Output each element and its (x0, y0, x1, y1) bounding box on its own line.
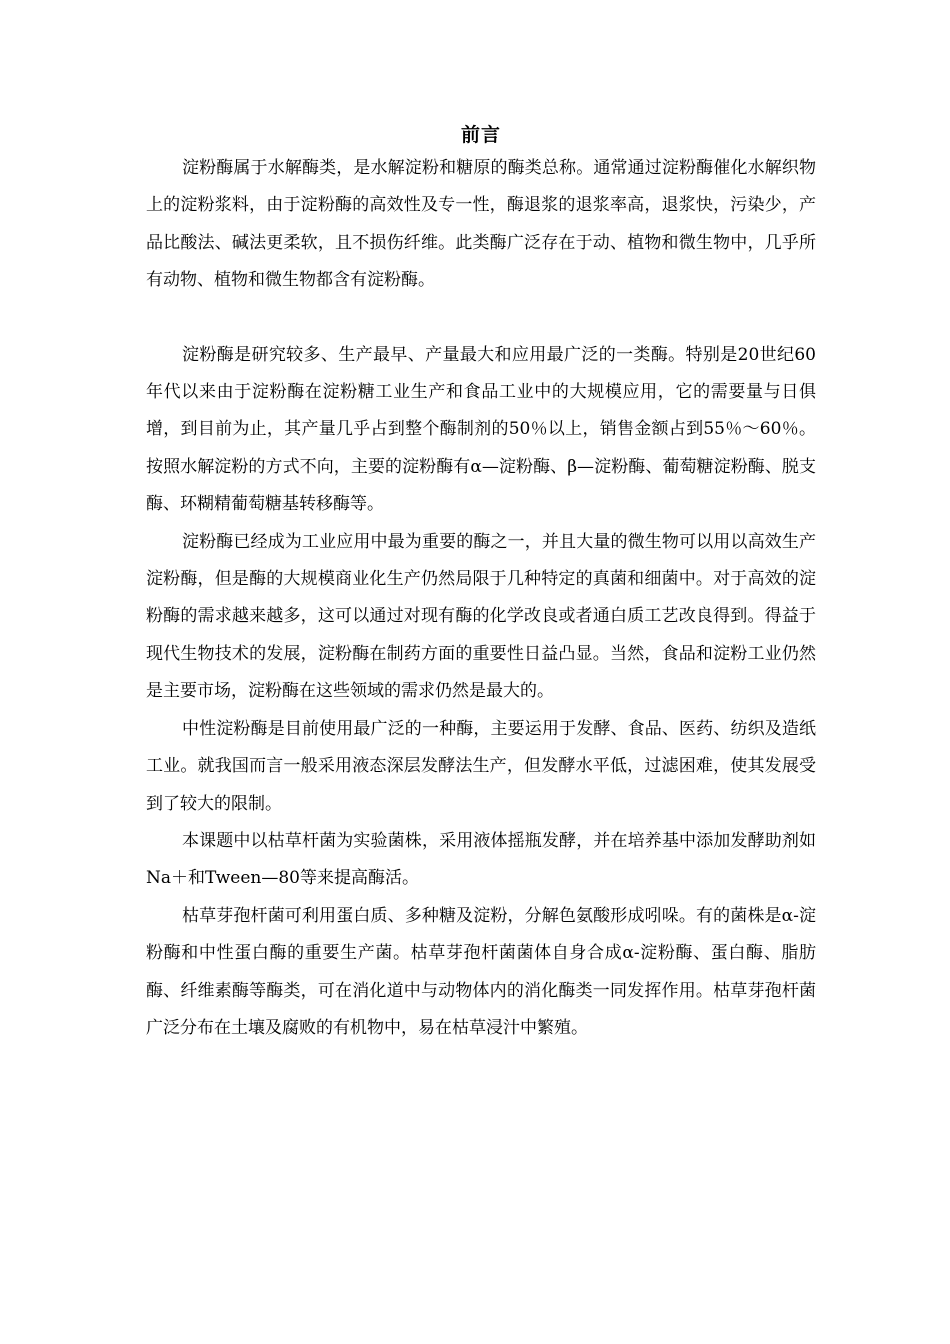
paragraph-1: 淀粉酶属于水解酶类，是水解淀粉和糖原的酶类总称。通常通过淀粉酶催化水解织物上的淀粉浆料，由于淀粉酶的高效性及专一性，酶退浆的退浆率高，退浆快，污染少，产品比酸法、碱法更柔软，且不损伤纤维。此类酶广泛存在于动、植物和微生物中，几乎所有动物、植物和微生物都含有淀粉酶。 (146, 158, 816, 291)
paragraph-gap (146, 300, 816, 337)
paragraph-4: 中性淀粉酶是目前使用最广泛的一种酶，主要运用于发酵、食品、医药、纺织及造纸工业。就我国而言一般采用液态深层发酵法生产，但发酵水平低，过滤困难，使其发展受到了较大的限制。 (146, 718, 816, 814)
paragraph-3: 淀粉酶已经成为工业应用中最为重要的酶之一，并且大量的微生物可以用以高效生产淀粉酶，但是酶的大规模商业化生产仍然局限于几种特定的真菌和细菌中。对于高效的淀粉酶的需求越来越多，这可以通过对现有酶的化学改良或者通白质工艺改良得到。得益于现代生物技术的发展，淀粉酶在制药方面的重要性日益凸显。当然，食品和淀粉工业仍然是主要市场，淀粉酶在这些领域的需求仍然是最大的。 (146, 531, 816, 702)
document-page (146, 120, 816, 1047)
paragraph-2: 淀粉酶是研究较多、生产最早、产量最大和应用最广泛的一类酶。特别是20世纪60年代以来由于淀粉酶在淀粉糖工业生产和食品工业中的大规模应用，它的需要量与日俱增，到目前为止，其产量几乎占到整个酶制剂的50％以上，销售金额占到55％～60％。按照水解淀粉的方式不向，主要的淀粉酶有α—淀粉酶、β—淀粉酶、葡萄糖淀粉酶、脱支酶、环糊精葡萄糖基转移酶等。 (146, 344, 816, 515)
paragraph-5: 本课题中以枯草杆菌为实验菌株，采用液体摇瓶发酵，并在培养基中添加发酵助剂如Na＋和Tween—80等来提高酶活。 (146, 830, 816, 889)
page-title: 前言 (460, 124, 501, 146)
paragraph-6: 枯草芽孢杆菌可利用蛋白质、多种糖及淀粉，分解色氨酸形成吲哚。有的菌株是α-淀粉酶和中性蛋白酶的重要生产菌。枯草芽孢杆菌菌体自身合成α-淀粉酶、蛋白酶、脂肪酶、纤维素酶等酶类，可在消化道中与动物体内的消化酶类一同发挥作用。枯草芽孢杆菌广泛分布在土壤及腐败的有机物中，易在枯草浸汁中繁殖。 (146, 905, 816, 1038)
